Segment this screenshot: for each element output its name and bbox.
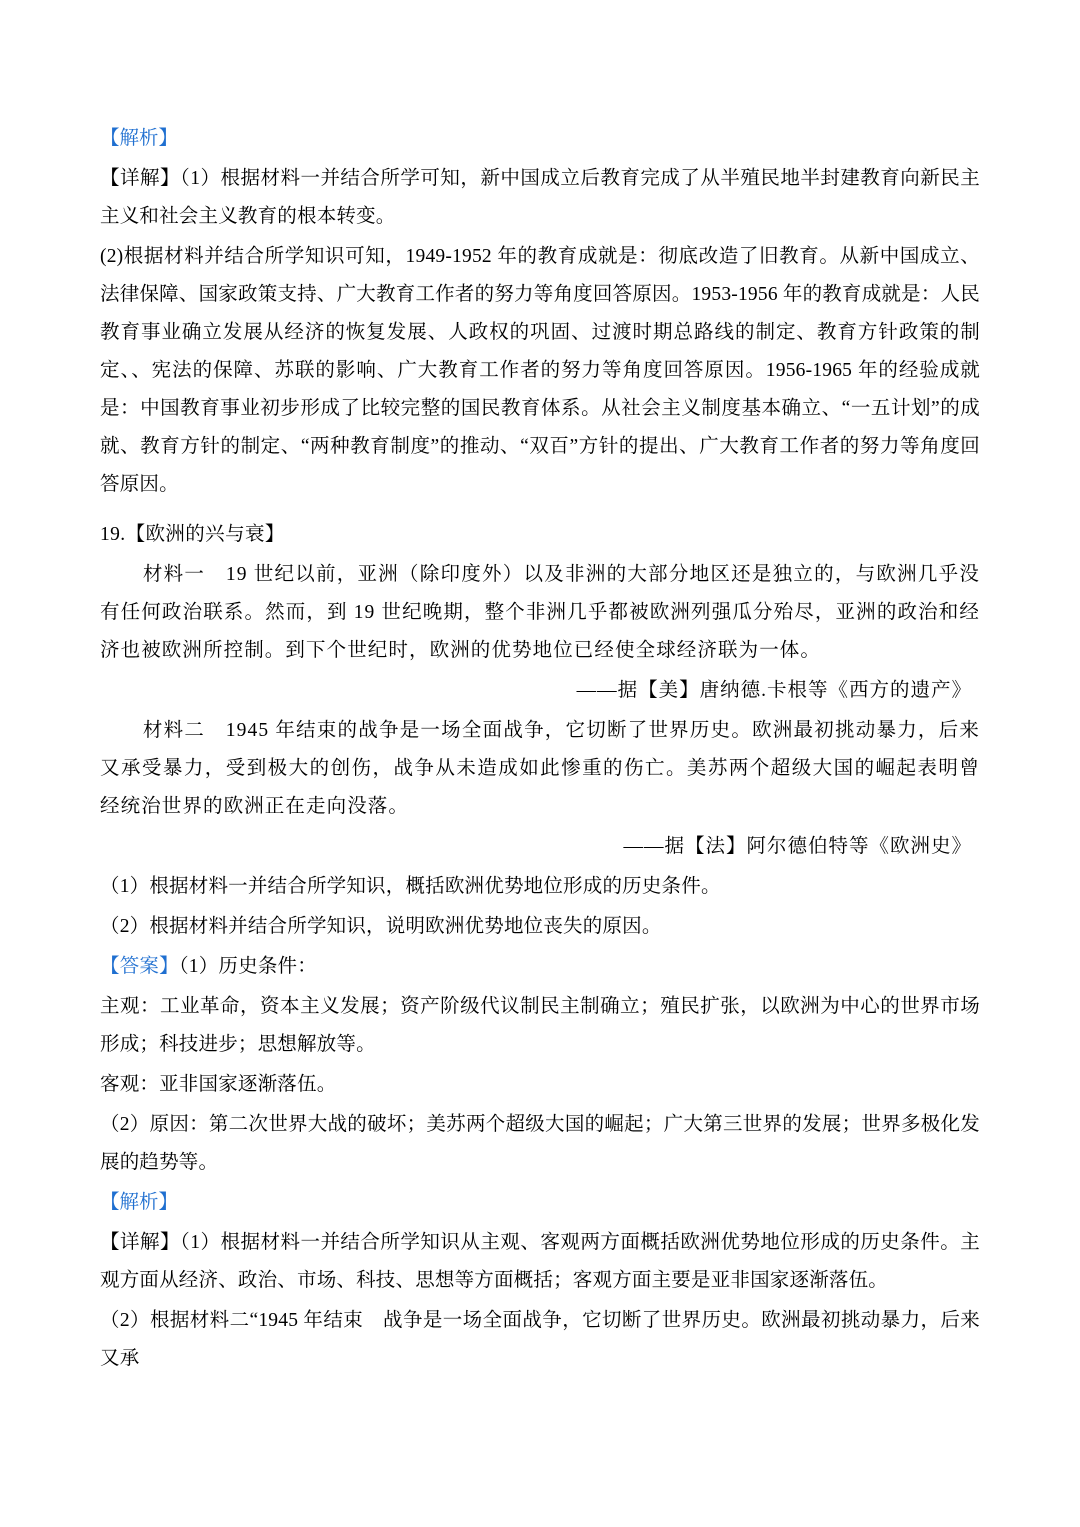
answer-objective: 客观：亚非国家逐渐落伍。 bbox=[100, 1074, 337, 1096]
answer-subjective: 主观：工业革命，资本主义发展；资产阶级代议制民主制确立；殖民扩张，以欧洲为中心的世界市场形成；科技进步；思想解放等。 bbox=[100, 996, 980, 1056]
question-19-title: 19.【欧洲的兴与衰】 bbox=[100, 524, 285, 546]
material-one-source: ——据【美】唐纳德.卡根等《西方的遗产》 bbox=[576, 680, 972, 702]
answer-reason: （2）原因：第二次世界大战的破坏；美苏两个超级大国的崛起；广大第三世界的发展；世界多极化发展的趋势等。 bbox=[100, 1114, 980, 1174]
answer-label-text: （1）历史条件： bbox=[178, 956, 317, 978]
detail-paragraph-1: 【详解】（1）根据材料一并结合所学可知，新中国成立后教育完成了从半殖民地半封建教育向新民主主义和社会主义教育的根本转变。 bbox=[100, 168, 980, 228]
question-19-1: （1）根据材料一并结合所学知识，概括欧洲优势地位形成的历史条件。 bbox=[100, 876, 721, 898]
material-one: 材料一 19 世纪以前，亚洲（除印度外）以及非洲的大部分地区还是独立的，与欧洲几乎没有任何政治联系。然而，到 19 世纪晚期，整个非洲几乎都被欧洲列强瓜分殆尽，亚洲的政治和经济也被欧洲所控制。到下个世纪时，欧洲的优势地位已经使全球经济联为一体。 bbox=[100, 564, 980, 662]
detail-paragraph-2: (2)根据材料并结合所学知识可知，1949-1952 年的教育成就是：彻底改造了旧教育。从新中国成立、法律保障、国家政策支持、广大教育工作者的努力等角度回答原因。1953-1956 年的教育成就是：人民教育事业确立发展从经济的恢复发展、人政权的巩固、过渡时期总路线的制定、教育方针政策的制定、、宪法的保障、苏联的影响、广大教育工作者的努力等角度回答原因。1956-1965 年的经验成就是：中国教育事业初步形成了比较完整的国民教育体系。从社会主义制度基本确立、“一五计划”的成就、教育方针的制定、“两种教育制度”的推动、“双百”方针的提出、广大教育工作者的努力等角度回答原因。 bbox=[100, 246, 980, 496]
answer-line bbox=[100, 948, 980, 986]
analysis-label-2: 【解析】 bbox=[100, 1192, 179, 1214]
material-two: 材料二 1945 年结束的战争是一场全面战争，它切断了世界历史。欧洲最初挑动暴力，后来又承受暴力，受到极大的创伤，战争从未造成如此惨重的伤亡。美苏两个超级大国的崛起表明曾经统治世界的欧洲正在走向没落。 bbox=[100, 720, 980, 818]
question-19-2: （2）根据材料并结合所学知识，说明欧洲优势地位丧失的原因。 bbox=[100, 916, 662, 938]
detail-paragraph-3: 【详解】（1）根据材料一并结合所学知识从主观、客观两方面概括欧洲优势地位形成的历史条件。主观方面从经济、政治、市场、科技、思想等方面概括；客观方面主要是亚非国家逐渐落伍。 bbox=[100, 1232, 980, 1292]
answer-label: 【答案】 bbox=[100, 956, 179, 978]
material-two-source: ——据【法】阿尔德伯特等《欧洲史》 bbox=[623, 836, 972, 858]
detail-paragraph-4: （2）根据材料二“1945 年结束 战争是一场全面战争，它切断了世界历史。欧洲最初挑动暴力，后来又承 bbox=[100, 1310, 980, 1370]
analysis-label-1: 【解析】 bbox=[100, 128, 179, 149]
